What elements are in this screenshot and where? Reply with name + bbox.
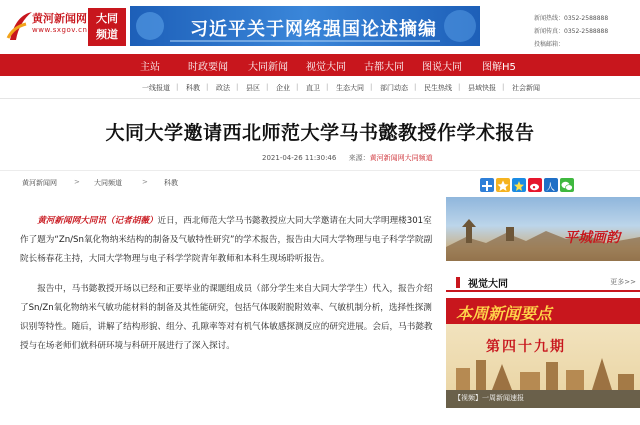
subnav-item[interactable]: 企业 — [276, 84, 290, 92]
sidebar-banner-text: 平城画韵 — [564, 230, 620, 246]
subnav-divider: | — [296, 83, 299, 91]
article-body — [20, 212, 438, 367]
site-header — [0, 0, 640, 54]
sidebar-banner-image[interactable] — [446, 197, 640, 261]
main-nav — [0, 54, 640, 76]
nav-item-h5[interactable]: 图解H5 — [482, 62, 516, 73]
renren-icon[interactable] — [544, 178, 558, 192]
subnav-divider: | — [326, 83, 329, 91]
weibo-icon[interactable] — [528, 178, 542, 192]
nav-item-photo[interactable]: 图说大同 — [422, 62, 462, 73]
subnav-divider: | — [176, 83, 179, 91]
article-title: 大同大学邀请西北师范大学马书懿教授作学术报告 — [105, 122, 535, 144]
subnav-item[interactable]: 县区 — [246, 84, 260, 92]
article-lead: 黄河新闻网大同讯（记者胡薇） — [37, 216, 158, 226]
subnav-item[interactable]: 县域快报 — [468, 84, 496, 92]
article-source[interactable]: 黄河新闻网大同频道 — [369, 154, 433, 162]
subnav-divider: | — [206, 83, 209, 91]
article-paragraph-text: 近日，西北师范大学马书懿教授应大同大学邀请在大同大学明理楼301室作了题为“Zn/Sn氧化物纳米结构的制备及气敏特性研究”的学术报告，报告由大同大学物理与电子科学学院副院长杨春花主持，大同大学物理与电子科学学院青年教师和本科生现场聆听报告。 — [20, 216, 433, 264]
nav-item-home[interactable]: 主站 — [140, 62, 160, 73]
contact-email: 投稿邮箱： — [534, 41, 565, 48]
breadcrumb-separator: > — [74, 178, 80, 186]
sidebar-section-header — [446, 272, 640, 292]
nav-item-datong-news[interactable]: 大同新闻 — [248, 62, 288, 73]
subnav-item[interactable]: 政法 — [216, 84, 230, 92]
nav-item-ancient-capital[interactable]: 古都大同 — [364, 62, 404, 73]
breadcrumb-divider — [0, 170, 640, 171]
top-banner[interactable] — [130, 6, 480, 46]
qzone-icon[interactable] — [512, 178, 526, 192]
section-marker-icon — [456, 277, 460, 288]
share-bar — [480, 178, 576, 194]
contact-phone: 新闻热线：0352-2588888 — [534, 15, 609, 22]
star-icon[interactable] — [496, 178, 510, 192]
subnav-divider-line — [0, 98, 640, 99]
sidebar-section-title[interactable]: 视觉大同 — [468, 279, 508, 290]
channel-badge-line2: 频道 — [96, 28, 118, 41]
subnav-divider: | — [414, 83, 417, 91]
article-paragraph-2: 报告中，马书懿教授开场以已经和正要毕业的课题组成员（部分学生来自大同大学学生）代入，报告介绍了Sn/Zn氧化物纳米气敏功能材料的制备及其性能研究，包括气体吸附脱附效率、气敏机制分析，选择性探测识别等特性。随后，讲解了结构形貌、组分、孔隙率等对有机气体敏感探测反应的研究进展。会后，马书懿教授与在场老师们就科研环境与科研开展进行了深入探讨。 — [20, 284, 433, 351]
promo-footer — [446, 390, 640, 408]
banner-headline: 习近平关于网络强国论述摘编 — [190, 19, 437, 40]
subnav-divider: | — [458, 83, 461, 91]
sidebar-more-link[interactable]: 更多>> — [610, 278, 636, 286]
wechat-icon[interactable] — [560, 178, 574, 192]
subnav-divider: | — [502, 83, 505, 91]
sub-nav — [0, 80, 640, 96]
subnav-item[interactable]: 社会新闻 — [512, 84, 540, 92]
logo-url: www.sxgov.cn — [32, 26, 88, 34]
promo-header-text: 本周新闻要点 — [456, 304, 553, 323]
article-source-label: 来源： — [348, 154, 370, 162]
nav-item-politics[interactable]: 时政要闻 — [188, 62, 228, 73]
promo-city-skyline — [446, 354, 640, 390]
svg-text:人: 人 — [546, 183, 556, 193]
nav-item-visual[interactable]: 视觉大同 — [306, 62, 346, 73]
article-paragraph-1 — [20, 212, 438, 269]
promo-footer-text[interactable]: 【视频】一周新闻速报 — [454, 394, 524, 402]
logo-name: 黄河新闻网 — [32, 12, 87, 25]
subnav-item[interactable]: 一线报道 — [142, 84, 170, 92]
subnav-item[interactable]: 民生热线 — [424, 84, 452, 92]
article-date: 2021-04-26 11:30:46 — [262, 154, 337, 162]
article-meta — [262, 153, 443, 163]
breadcrumb-item[interactable]: 黄河新闻网 — [22, 179, 57, 187]
subnav-divider: | — [266, 83, 269, 91]
channel-badge[interactable] — [88, 8, 126, 46]
subnav-item[interactable]: 部门动态 — [380, 84, 408, 92]
breadcrumb-separator: > — [142, 178, 148, 186]
subnav-item[interactable]: 直卫 — [306, 84, 320, 92]
subnav-divider: | — [370, 83, 373, 91]
subnav-divider: | — [236, 83, 239, 91]
weekly-news-promo[interactable] — [446, 298, 640, 408]
logo-swoosh-icon — [6, 8, 34, 44]
promo-issue-number: 第四十九期 — [486, 339, 566, 355]
breadcrumb-item[interactable]: 科教 — [164, 179, 178, 187]
breadcrumb-item[interactable]: 大同频道 — [94, 179, 122, 187]
subnav-item[interactable]: 生态大同 — [336, 84, 364, 92]
subnav-item[interactable]: 科教 — [186, 84, 200, 92]
promo-header — [446, 298, 640, 324]
plus-icon[interactable] — [480, 178, 494, 192]
channel-badge-line1: 大同 — [96, 12, 118, 25]
contact-fax: 新闻传真：0352-2588888 — [534, 28, 609, 35]
